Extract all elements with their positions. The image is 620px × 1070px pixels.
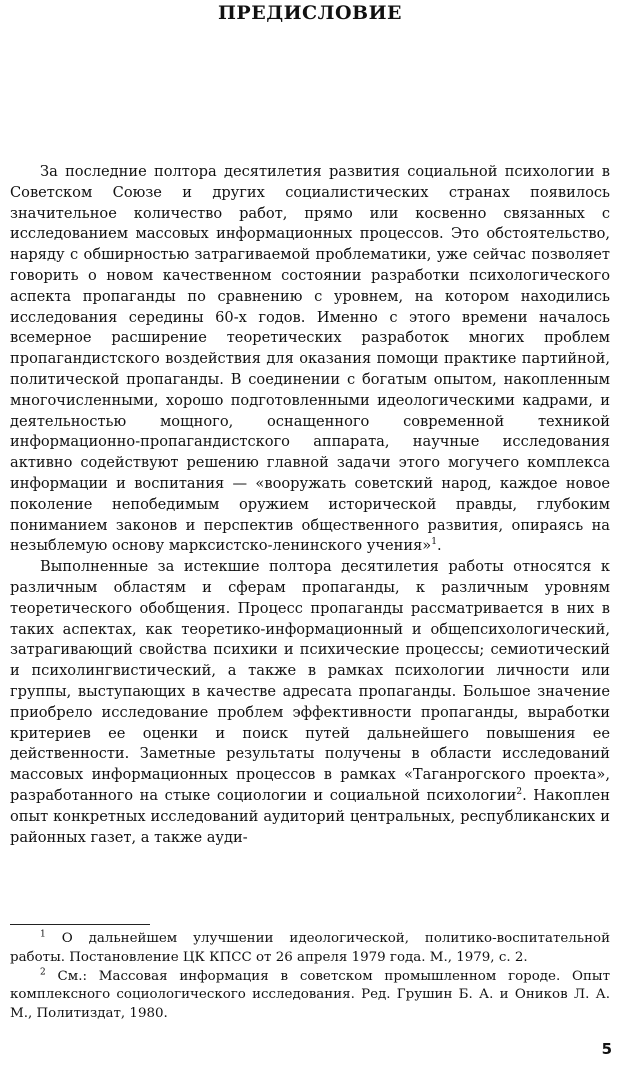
footnote-ref-2: 2 [516, 787, 523, 798]
paragraph-2-text: Выполненные за истекшие полтора десятилетия работы относятся к различным областям и сферам пропаганды, к различным уровням теоретического обобщения. Процесс пропаганды рассматривается в них в таких аспектах, как теоретико-информационный и общепсихологический, затрагивающий свойства психики и психические процессы; семиотический и психолингвистический, а также в рамках психологии личности или группы, выступающих в качестве адресата пропаганды. Большое значение приобрело исследование проблем эффективности пропаганды, выработки критериев ее оценки и поиск путей дальнейшего повышения ее действенности. Заметные результаты получены в области исследований массовых информационных процессов в рамках «Таганрогского проекта», разработанного на стыке социологии и социальной психологии [10, 558, 610, 804]
chapter-heading: ПРЕДИСЛОВИЕ [217, 2, 403, 24]
paragraph-1-text: За последние полтора десятилетия развития социальной психологии в Советском Союзе и других социалистических странах появилось значительное количество работ, прямо или косвенно связанных с исследованием массовых информационных процессов. Это обстоятельство, наряду с обширностью затрагиваемой проблематики, уже сейчас позволяет говорить о новом качественном состоянии разработки психологического аспекта пропаганды по сравнению с уровнем, на котором находились исследования середины 60-х годов. Именно с этого времени началось всемерное расширение теоретических разработок многих проблем пропагандистского воздействия для оказания помощи практике партийной, политической пропаганды. В соединении с богатым опытом, накопленным многочисленными, хорошо подготовленными идеологическими кадрами, и деятельностью мощного, оснащенного современной техникой информационно-пропагандистского аппарата, научные исследования активно содействуют решению главной задачи этого могучего комплекса информации и воспитания — «вооружать советский народ, каждое новое поколение непобедимым оружием исторической правды, глубоким пониманием законов и перспектив общественного развития, опираясь на незыблемую основу марксистско-ленинского учения» [10, 163, 610, 555]
paragraph-1 [10, 162, 610, 557]
footnote-divider [10, 924, 150, 925]
paragraph-2-tail: . Накоплен опыт конкретных исследований аудиторий центральных, республиканских и районных газет, а также ауди- [10, 786, 610, 846]
paragraph-2 [10, 557, 610, 848]
footnote-1-text: О дальнейшем улучшении идеологической, политико-воспитательной работы. Постановление ЦК КПСС от 26 апреля 1979 года. М., 1979, с. 2. [10, 931, 610, 965]
footnote-2 [10, 968, 610, 1024]
page-number: 5 [601, 1040, 612, 1058]
footnote-2-text: См.: Массовая информация в советском промышленном городе. Опыт комплексного социологического исследования. Ред. Грушин Б. А. и Оников Л. А. М., Политиздат, 1980. [10, 968, 610, 1022]
footnote-1 [10, 930, 610, 968]
footnote-2-number: 2 [40, 967, 46, 978]
footnote-1-number: 1 [40, 929, 46, 940]
footnote-ref-1: 1 [431, 537, 437, 548]
footnotes [10, 930, 610, 1024]
main-text [10, 162, 610, 848]
paragraph-1-tail: . [436, 537, 442, 555]
